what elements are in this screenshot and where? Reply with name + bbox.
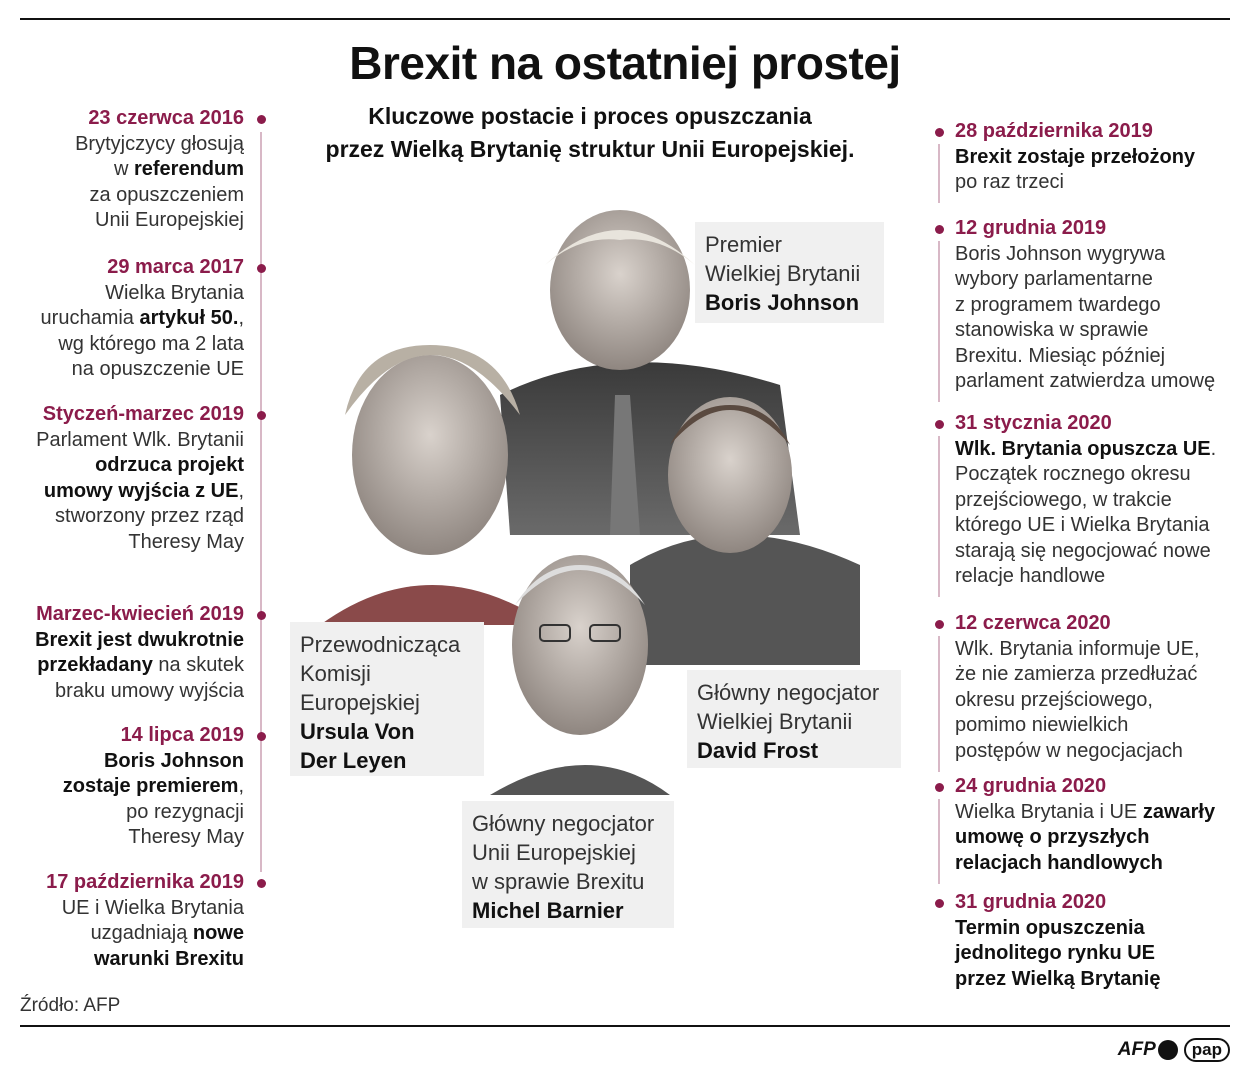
timeline-text-line (36, 453, 244, 479)
timeline-text: Początek rocznego okresu (955, 463, 1191, 485)
timeline-dot (257, 411, 266, 420)
timeline-text-line (955, 267, 1215, 293)
timeline-text-bold: umowę o przyszłych (955, 826, 1150, 848)
timeline-text-line (36, 504, 244, 530)
timeline-text: Parlament Wlk. Brytanii (36, 428, 244, 451)
role-text: Europejskiej (300, 690, 420, 715)
timeline-text-line (955, 916, 1160, 942)
timeline-date: 28 października 2019 (955, 120, 1153, 142)
timeline-date: 29 marca 2017 (107, 256, 244, 278)
afp-dot-icon (1158, 1040, 1178, 1060)
timeline-text: , (238, 775, 244, 797)
timeline-text-line (36, 428, 244, 454)
timeline-text-line (75, 208, 244, 234)
timeline-date: 12 grudnia 2019 (955, 217, 1107, 239)
timeline-text-line (955, 170, 1195, 196)
timeline-dot (935, 225, 944, 234)
timeline-text: Unii Europejskiej (95, 209, 244, 231)
timeline-dot (935, 420, 944, 429)
subtitle (290, 100, 890, 166)
timeline-text: za opuszczeniem (89, 183, 244, 206)
timeline-text-line (955, 564, 1216, 590)
role-text: Unii Europejskiej (472, 840, 636, 865)
timeline-text-line (955, 739, 1200, 765)
timeline-entry (955, 119, 1195, 196)
timeline-text-line (955, 800, 1215, 826)
timeline-date: 14 lipca 2019 (120, 724, 244, 746)
timeline-line (938, 241, 940, 402)
role-text: Główny negocjator (472, 811, 655, 836)
timeline-text: w (113, 158, 134, 180)
timeline-text-line (955, 293, 1215, 319)
timeline-entry (955, 774, 1215, 876)
timeline-entry (36, 402, 244, 555)
afp-logo (1118, 1039, 1178, 1061)
timeline-text-line (955, 539, 1216, 565)
source-note: Źródło: AFP (20, 995, 121, 1016)
timeline-text-line (955, 713, 1200, 739)
timeline-text-bold: przez Wielką Brytanię (955, 967, 1161, 990)
timeline-date: 17 października 2019 (46, 871, 244, 893)
timeline-text-line (955, 967, 1160, 993)
timeline-date: 24 grudnia 2020 (955, 775, 1107, 797)
timeline-dot (257, 115, 266, 124)
timeline-text: na skutek (152, 654, 244, 676)
person-name: Michel Barnier (472, 898, 624, 923)
timeline-text: , (238, 479, 244, 502)
timeline-text: stanowiska w sprawie (955, 319, 1149, 341)
timeline-text-line (955, 941, 1160, 967)
timeline-text-line (955, 851, 1215, 877)
top-rule (20, 18, 1230, 20)
timeline-text-line (36, 479, 244, 505)
pap-logo: pap (1184, 1038, 1230, 1062)
timeline-text: relacje handlowe (955, 565, 1106, 587)
timeline-text-line (955, 145, 1195, 171)
timeline-date: 12 czerwca 2020 (955, 612, 1111, 634)
timeline-text-bold: umowy wyjścia z UE (43, 479, 239, 502)
timeline-text-bold: odrzuca projekt (95, 454, 244, 476)
timeline-text-bold: Wlk. Brytania opuszcza UE (955, 437, 1211, 460)
logos (1118, 1038, 1230, 1062)
timeline-entry (35, 602, 244, 704)
timeline-text: UE i Wielka Brytania (61, 896, 244, 919)
timeline-text: że nie zamierza przedłużać (955, 663, 1198, 685)
timeline-text: braku umowy wyjścia (55, 679, 244, 702)
timeline-line (938, 144, 940, 203)
label-david-frost (687, 670, 901, 768)
timeline-text-bold: nowe (192, 922, 244, 944)
timeline-text-line (63, 825, 244, 851)
timeline-text: Brytyjczycy głosują (75, 132, 244, 155)
timeline-text: Theresy May (128, 530, 244, 553)
timeline-text-line (955, 437, 1216, 463)
timeline-text: po raz trzeci (955, 171, 1064, 193)
timeline-entry (63, 723, 244, 851)
timeline-text: Wielka Brytania (105, 281, 244, 304)
timeline-text-bold: Boris Johnson (103, 749, 244, 772)
timeline-text-line (955, 825, 1215, 851)
role-text: Wielkiej Brytanii (697, 709, 853, 734)
timeline-text-line (63, 800, 244, 826)
timeline-entry (955, 890, 1160, 992)
page-title: Brexit na ostatniej prostej (349, 37, 901, 89)
timeline-text: z programem twardego (955, 293, 1161, 316)
timeline-text: okresu przejściowego, (955, 688, 1153, 711)
timeline-text-line (41, 357, 244, 383)
timeline-text-line (35, 679, 244, 705)
timeline-dot (935, 128, 944, 137)
timeline-text-line (46, 921, 244, 947)
timeline-text: stworzony przez rząd (55, 505, 244, 527)
timeline-date: 23 czerwca 2016 (88, 107, 244, 129)
subtitle-line: Kluczowe postacie i proces opuszczania (368, 103, 812, 129)
timeline-text: po rezygnacji (126, 800, 244, 823)
timeline-text: którego UE i Wielka Brytania (955, 514, 1210, 536)
person-name: David Frost (697, 738, 819, 763)
timeline-date: 31 grudnia 2020 (955, 891, 1107, 913)
timeline-text-bold: warunki Brexitu (93, 947, 244, 970)
timeline-text-line (75, 132, 244, 158)
timeline-date: 31 stycznia 2020 (955, 412, 1112, 434)
timeline-text: Wielka Brytania i UE (955, 800, 1143, 823)
timeline-text: . (1210, 437, 1217, 460)
timeline-text-bold: relacjach handlowych (955, 851, 1163, 874)
role-text: Premier (705, 232, 783, 257)
timeline-text-line (955, 318, 1215, 344)
timeline-text-line (955, 344, 1215, 370)
left-timeline-line (260, 132, 262, 872)
timeline-line (938, 436, 940, 597)
subtitle-line: przez Wielką Brytanię struktur Unii Europejskiej. (325, 136, 855, 162)
timeline-text-bold: Brexit zostaje przełożony (955, 145, 1196, 168)
timeline-text-line (41, 281, 244, 307)
timeline-dot (257, 611, 266, 620)
timeline-text-line (75, 183, 244, 209)
timeline-entry (955, 216, 1215, 395)
label-boris-johnson (695, 222, 884, 323)
timeline-text-line (955, 488, 1216, 514)
timeline-text-line (955, 242, 1215, 268)
timeline-text-line (35, 653, 244, 679)
timeline-text: uruchamia (40, 307, 140, 329)
role-text: Główny negocjator (697, 680, 880, 705)
timeline-text: starają się negocjować nowe (955, 539, 1211, 562)
timeline-line (938, 636, 940, 772)
afp-logo-text: AFP (1117, 1039, 1156, 1060)
timeline-text: Theresy May (128, 826, 244, 848)
timeline-text: uzgadniają (90, 922, 193, 944)
timeline-entry (75, 106, 244, 234)
timeline-text-line (41, 306, 244, 332)
timeline-dot (257, 732, 266, 741)
timeline-dot (935, 899, 944, 908)
timeline-text-line (955, 513, 1216, 539)
label-ursula-von-der-leyen (290, 622, 484, 776)
timeline-text-bold: jednolitego rynku UE (955, 942, 1156, 964)
timeline-entry (41, 255, 244, 383)
person-name: Der Leyen (300, 748, 407, 773)
timeline-dot (935, 620, 944, 629)
timeline-text-bold: zawarły (1142, 800, 1216, 823)
timeline-text-line (955, 637, 1200, 663)
timeline-text-line (955, 662, 1200, 688)
timeline-text: Brexitu. Miesiąc później (955, 344, 1166, 367)
timeline-text-line (36, 530, 244, 556)
timeline-text-line (955, 369, 1215, 395)
timeline-text: Wlk. Brytania informuje UE, (955, 637, 1200, 660)
label-michel-barnier (462, 801, 674, 928)
timeline-date: Styczeń-marzec 2019 (42, 403, 244, 425)
timeline-text-bold: artykuł 50. (139, 307, 239, 329)
timeline-text-line (63, 749, 244, 775)
timeline-text: parlament zatwierdza umowę (955, 370, 1216, 392)
timeline-text-line (46, 947, 244, 973)
timeline-text: , (238, 307, 244, 329)
timeline-date: Marzec-kwiecień 2019 (36, 603, 244, 625)
timeline-text-line (46, 896, 244, 922)
timeline-text: wg którego ma 2 lata (58, 332, 244, 355)
timeline-dot (257, 879, 266, 888)
timeline-text: Boris Johnson wygrywa (955, 242, 1166, 265)
timeline-text: wybory parlamentarne (955, 268, 1153, 290)
timeline-text-line (63, 774, 244, 800)
person-name: Ursula Von (300, 719, 415, 744)
timeline-text-line (955, 462, 1216, 488)
timeline-text: przejściowego, w trakcie (955, 488, 1172, 511)
timeline-text-bold: referendum (133, 158, 244, 180)
role-text: Komisji (300, 661, 371, 686)
person-name: Boris Johnson (705, 290, 860, 315)
bottom-rule (20, 1025, 1230, 1027)
timeline-text-line (955, 688, 1200, 714)
timeline-dot (935, 783, 944, 792)
timeline-text-bold: przekładany (37, 654, 153, 676)
timeline-line (938, 799, 940, 884)
timeline-text-line (35, 628, 244, 654)
timeline-text-line (75, 157, 244, 183)
timeline-entry (46, 870, 244, 972)
role-text: w sprawie Brexitu (472, 869, 645, 894)
timeline-text-bold: Brexit jest dwukrotnie (35, 628, 244, 651)
timeline-text: na opuszczenie UE (71, 358, 244, 380)
timeline-entry (955, 411, 1216, 590)
timeline-text: postępów w negocjacjach (955, 739, 1183, 762)
timeline-entry (955, 611, 1200, 764)
timeline-text: pomimo niewielkich (955, 714, 1129, 736)
timeline-text-bold: zostaje premierem (62, 775, 239, 797)
role-text: Przewodnicząca (300, 632, 461, 657)
timeline-text-line (41, 332, 244, 358)
role-text: Wielkiej Brytanii (705, 261, 861, 286)
timeline-dot (257, 264, 266, 273)
timeline-text-bold: Termin opuszczenia (955, 916, 1145, 939)
